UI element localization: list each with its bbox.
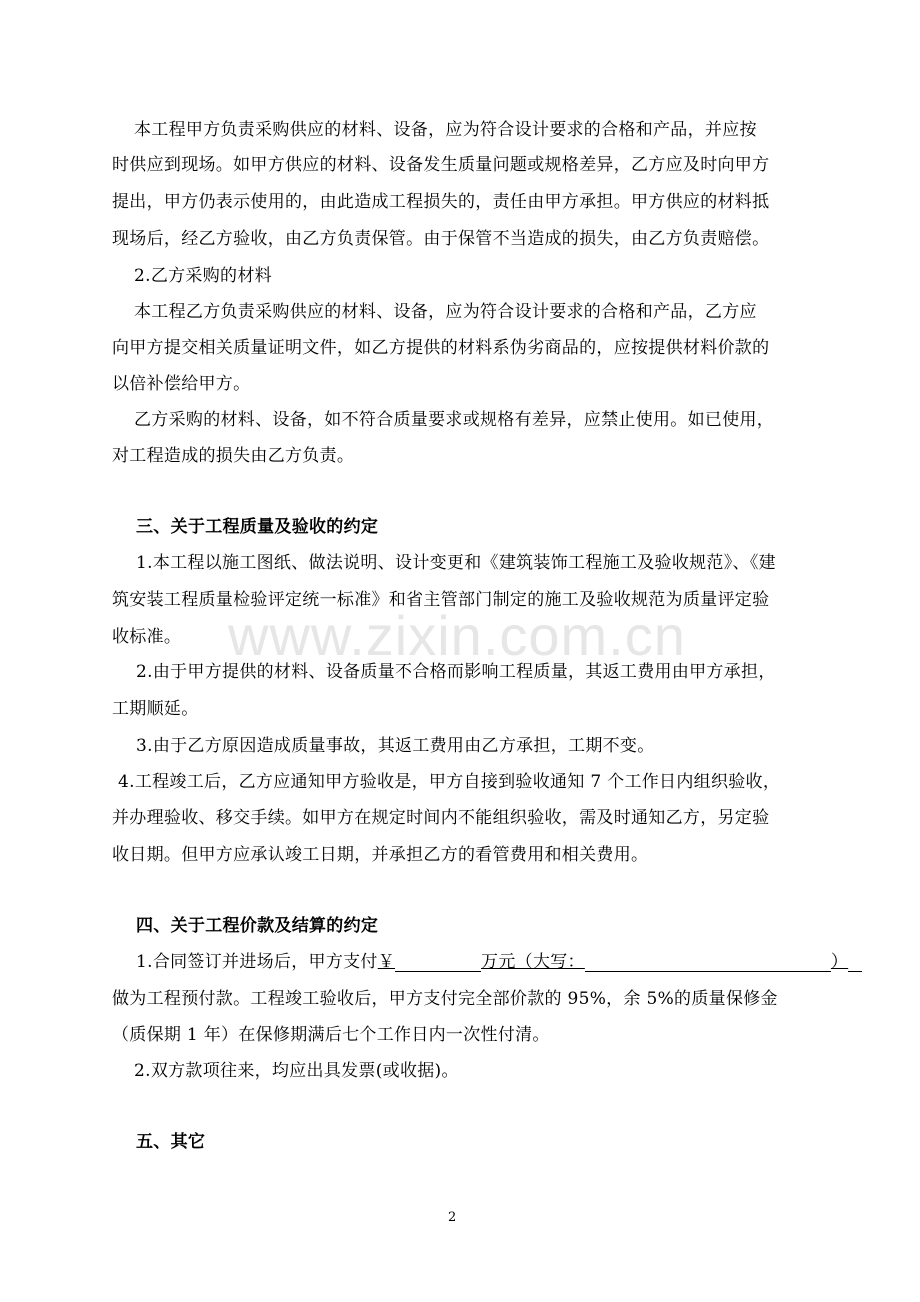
amount-unit: 万元（大写： [481, 952, 585, 972]
paragraph-line: 现场后，经乙方验收，由乙方负责保管。由于保管不当造成的损失，由乙方负责赔偿。 [112, 229, 770, 249]
amount-blank [395, 953, 481, 972]
section-heading: 五、其它 [136, 1132, 206, 1152]
paragraph-line: 3.由于乙方原因造成质量事故，其返工费用由乙方承担，工期不变。 [136, 736, 655, 756]
payment-clause-line [136, 952, 862, 972]
paragraph-line: 对工程造成的损失由乙方负责。 [112, 446, 355, 466]
paragraph-line: 做为工程预付款。工程竣工验收后，甲方支付完全部价款的 95%，余 5%的质量保修金 [112, 989, 778, 1009]
section-heading: 三、关于工程质量及验收的约定 [136, 517, 379, 537]
paragraph-line: 提出，甲方仍表示使用的，由此造成工程损失的，责任由甲方承担。甲方供应的材料抵 [112, 192, 770, 212]
watermark: www.zixin.com.cn [228, 604, 686, 667]
paragraph-line: 本工程乙方负责采购供应的材料、设备，应为符合设计要求的合格和产品，乙方应 [134, 302, 757, 322]
paragraph-line: 筑安装工程质量检验评定统一标准》和省主管部门制定的施工及验收规范为质量评定验 [112, 590, 770, 610]
paragraph-line: 1.本工程以施工图纸、做法说明、设计变更和《建筑装饰工程施工及验收规范》、《建 [136, 553, 776, 573]
paragraph-line: 4.工程竣工后，乙方应通知甲方验收是，甲方自接到验收通知 7 个工作日内组织验收， [118, 772, 781, 792]
paragraph-line: 时供应到现场。如甲方供应的材料、设备发生质量问题或规格差异，乙方应及时向甲方 [112, 155, 770, 175]
subsection-title: 2.乙方采购的材料 [134, 266, 272, 286]
page-number: 2 [448, 1210, 457, 1225]
currency-symbol: ￥ [377, 952, 396, 972]
paragraph-line: 2.由于甲方提供的材料、设备质量不合格而影响工程质量，其返工费用由甲方承担， [136, 662, 776, 682]
trailing-blank [848, 953, 862, 972]
paragraph-line: 2.双方款项往来，均应出具发票(或收据)。 [134, 1061, 459, 1081]
paragraph-line: 并办理验收、移交手续。如甲方在规定时间内不能组织验收，需及时通知乙方，另定验 [112, 808, 770, 828]
paragraph-line: 收日期。但甲方应承认竣工日期，并承担乙方的看管费用和相关费用。 [112, 845, 649, 865]
closing-paren: ） [830, 952, 849, 972]
paragraph-line: 乙方采购的材料、设备，如不符合质量要求或规格有差异，应禁止使用。如已使用， [134, 410, 775, 430]
amount-in-words-blank [585, 953, 831, 972]
paragraph-line: 本工程甲方负责采购供应的材料、设备，应为符合设计要求的合格和产品，并应按 [134, 120, 757, 140]
paragraph-line: 向甲方提交相关质量证明文件，如乙方提供的材料系伪劣商品的，应按提供材料价款的 [112, 338, 770, 358]
payment-clause-prefix: 1.合同签订并进场后，甲方支付 [136, 952, 378, 972]
paragraph-line: 工期顺延。 [112, 699, 199, 719]
section-heading: 四、关于工程价款及结算的约定 [136, 916, 379, 936]
paragraph-line: 收标准。 [112, 627, 182, 647]
paragraph-line: （质保期 1 年）在保修期满后七个工作日内一次性付清。 [112, 1025, 550, 1045]
paragraph-line: 以倍补偿给甲方。 [112, 374, 251, 394]
